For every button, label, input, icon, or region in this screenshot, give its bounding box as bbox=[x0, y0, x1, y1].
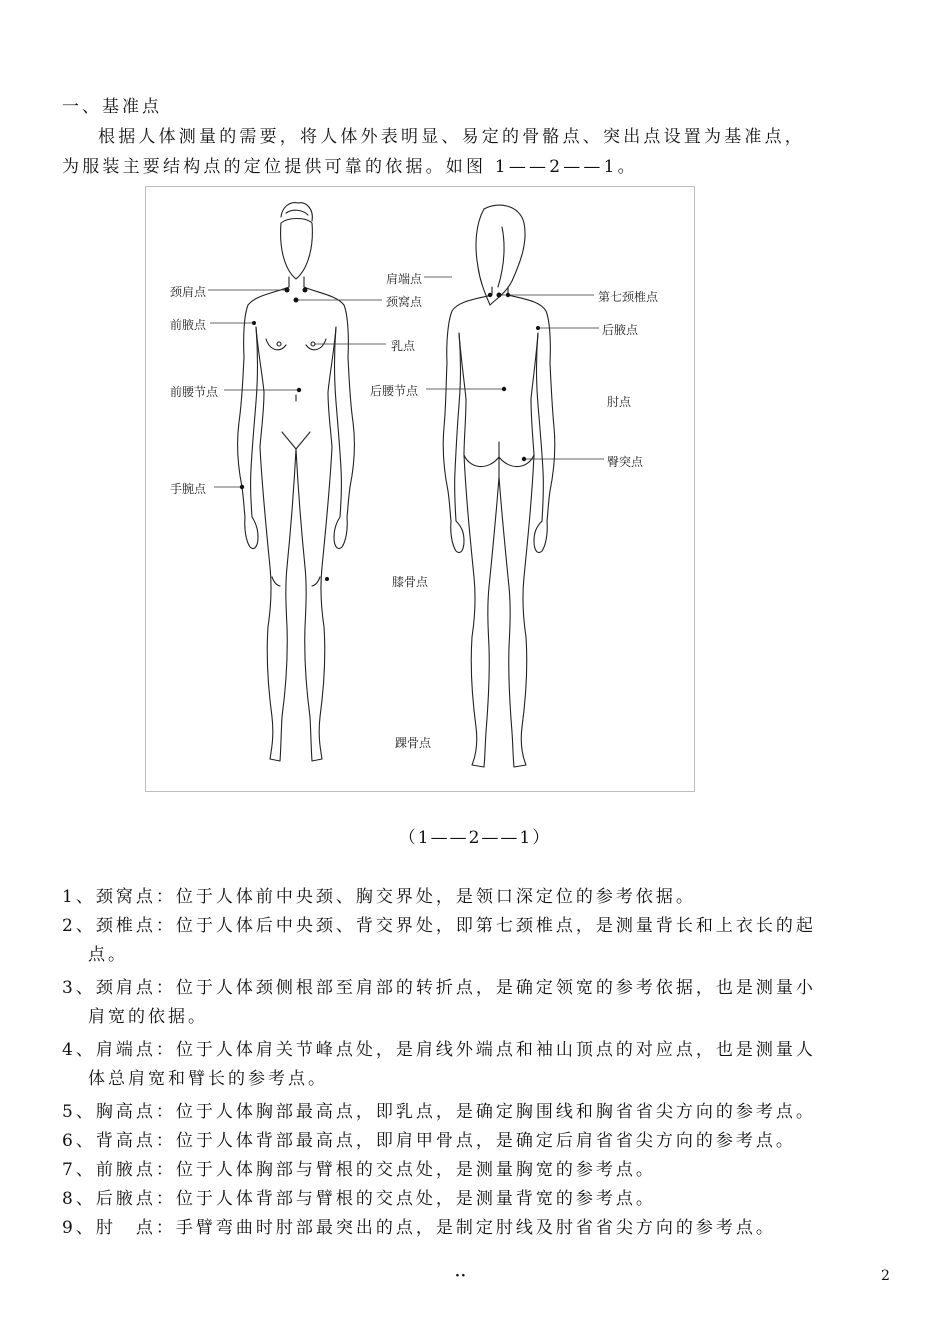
item-number: 2、 bbox=[62, 916, 96, 936]
item-text-continued: 点。 bbox=[88, 945, 128, 965]
label-shoulder-end-point: 肩端点 bbox=[386, 272, 423, 286]
item-text: 背高点：位于人体背部最高点，即肩甲骨点，是确定后肩省省尖方向的参考点。 bbox=[95, 1131, 796, 1151]
item-number: 9、 bbox=[62, 1218, 96, 1238]
label-neck-hollow-point: 颈窝点 bbox=[386, 295, 423, 309]
label-front-armpit-point: 前腋点 bbox=[170, 318, 207, 332]
item-text-continued: 体总肩宽和臂长的参考点。 bbox=[88, 1069, 328, 1089]
page-number: 2 bbox=[881, 1268, 890, 1284]
figure-caption: （1——2——1） bbox=[398, 828, 552, 848]
section-heading: 一、基准点 bbox=[62, 97, 162, 117]
item-number: 5、 bbox=[62, 1102, 96, 1122]
item-text: 胸高点：位于人体胸部最高点，即乳点，是确定胸围线和胸省省尖方向的参考点。 bbox=[95, 1102, 816, 1122]
item-number: 8、 bbox=[62, 1189, 96, 1209]
item-text-continued: 肩宽的依据。 bbox=[88, 1007, 208, 1027]
item-number: 3、 bbox=[62, 978, 96, 998]
list-item bbox=[62, 1214, 897, 1243]
item-text: 前腋点：位于人体胸部与臂根的交点处，是测量胸宽的参考点。 bbox=[95, 1160, 656, 1180]
item-text: 肘 点：手臂弯曲时肘部最突出的点，是制定肘线及肘省省尖方向的参考点。 bbox=[95, 1218, 776, 1238]
item-text: 颈肩点：位于人体颈侧根部至肩部的转折点，是确定领宽的参考依据，也是测量小 bbox=[95, 978, 816, 998]
label-elbow-point: 肘点 bbox=[607, 395, 632, 409]
item-text: 肩端点：位于人体肩关节峰点处，是肩线外端点和袖山顶点的对应点，也是测量人 bbox=[95, 1040, 816, 1060]
label-wrist-point: 手腕点 bbox=[170, 482, 207, 496]
label-seventh-vertebra-point: 第七颈椎点 bbox=[598, 290, 659, 304]
item-text: 后腋点：位于人体背部与臂根的交点处，是测量背宽的参考点。 bbox=[95, 1189, 656, 1209]
label-nipple-point: 乳点 bbox=[391, 339, 416, 353]
list-item bbox=[62, 912, 897, 970]
body-reference-figure bbox=[145, 186, 695, 792]
label-ankle-point: 踝骨点 bbox=[395, 736, 432, 750]
list-item bbox=[62, 1127, 897, 1156]
intro-paragraph bbox=[62, 122, 892, 182]
label-back-armpit-point: 后腋点 bbox=[602, 323, 639, 337]
label-back-waist-point: 后腰节点 bbox=[370, 384, 419, 398]
item-text: 颈窝点：位于人体前中央颈、胸交界处，是领口深定位的参考依据。 bbox=[95, 887, 696, 907]
intro-line-2: 为服装主要结构点的定位提供可靠的依据。如图 1——2——1。 bbox=[62, 157, 638, 177]
label-front-waist-point: 前腰节点 bbox=[170, 385, 219, 399]
item-number: 4、 bbox=[62, 1040, 96, 1060]
label-neck-shoulder-point: 颈肩点 bbox=[170, 285, 207, 299]
list-item bbox=[62, 1185, 897, 1214]
label-hip-point: 臀突点 bbox=[607, 455, 644, 469]
footer-dots: ·· bbox=[455, 1268, 467, 1284]
list-item bbox=[62, 883, 897, 912]
item-text: 颈椎点：位于人体后中央颈、背交界处，即第七颈椎点，是测量背长和上衣长的起 bbox=[95, 916, 816, 936]
intro-line-1: 根据人体测量的需要，将人体外表明显、易定的骨骼点、突出点设置为基准点， bbox=[98, 127, 805, 147]
label-knee-point: 膝骨点 bbox=[392, 575, 429, 589]
item-number: 7、 bbox=[62, 1160, 96, 1180]
list-item bbox=[62, 1156, 897, 1185]
item-number: 6、 bbox=[62, 1131, 96, 1151]
item-number: 1、 bbox=[62, 887, 96, 907]
list-item bbox=[62, 1036, 897, 1094]
reference-point-list bbox=[62, 883, 897, 1243]
list-item bbox=[62, 974, 897, 1032]
list-item bbox=[62, 1098, 897, 1127]
